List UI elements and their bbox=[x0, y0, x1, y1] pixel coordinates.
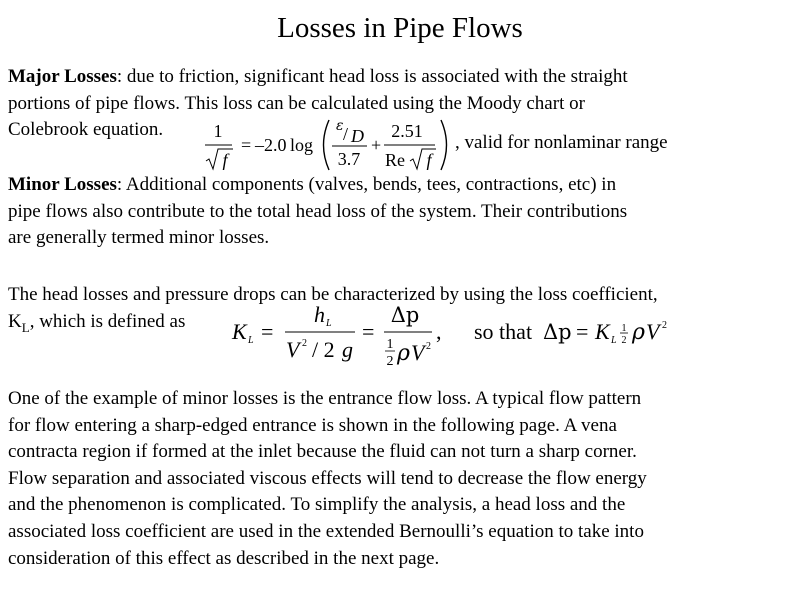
colebrook-equation bbox=[205, 117, 455, 173]
colebrook-plus: + bbox=[371, 135, 382, 155]
colebrook-divisor: 3.7 bbox=[337, 149, 361, 169]
kl-half-numerator: 1 bbox=[386, 337, 394, 352]
colebrook-epsilon: ε bbox=[336, 118, 344, 134]
minor-losses-line-3: are generally termed minor losses. bbox=[8, 227, 270, 249]
minor-losses-text-1: : Additional components (valves, bends, tees, contractions, etc) in bbox=[116, 174, 617, 195]
kl-g: g bbox=[342, 337, 353, 362]
colebrook-coefficient: –2.0 bbox=[255, 135, 287, 155]
entrance-loss-line-1: One of the example of minor losses is the entrance flow loss. A typical flow pattern bbox=[8, 388, 642, 409]
major-losses-line-1 bbox=[8, 64, 792, 91]
major-losses-line-2: portions of pipe flows. This loss can be calculated using the Moody chart or bbox=[8, 92, 585, 114]
slide-title: Losses in Pipe Flows bbox=[277, 12, 523, 44]
colebrook-right-paren bbox=[441, 120, 447, 170]
so-that-equation bbox=[470, 314, 690, 354]
major-losses-heading: Major Losses bbox=[8, 66, 117, 87]
colebrook-validity-note: , valid for nonlaminar range bbox=[455, 132, 668, 153]
so-that-half-denominator: 2 bbox=[621, 335, 627, 346]
entrance-loss-line-5: and the phenomenon is complicated. To simplify the analysis, a head loss and the bbox=[8, 494, 626, 516]
colebrook-equals: = bbox=[241, 135, 252, 155]
so-that-rho: ρ bbox=[632, 320, 645, 345]
minor-losses-heading: Minor Losses bbox=[8, 174, 117, 195]
minor-losses-line-1 bbox=[8, 172, 792, 199]
colebrook-slash: / bbox=[343, 124, 349, 144]
kl-half-denominator: 2 bbox=[386, 354, 394, 369]
entrance-loss-line-3: contracta region if formed at the inlet because the fluid can not turn a sharp corner. bbox=[8, 441, 637, 463]
entrance-loss-paragraph bbox=[8, 386, 792, 572]
colebrook-radical-2 bbox=[410, 149, 436, 169]
kl-over-2: / 2 bbox=[312, 337, 335, 362]
so-that-V: V bbox=[646, 319, 660, 344]
major-losses-line-3: Colebrook equation. bbox=[8, 119, 164, 141]
major-losses-text-1: : due to friction, significant head loss is associated with the straight bbox=[116, 66, 628, 87]
kl-K: K bbox=[232, 319, 247, 344]
loss-coefficient-definition-text: , which is defined as bbox=[29, 310, 186, 332]
colebrook-lhs-radical bbox=[206, 149, 233, 169]
so-that-K: K bbox=[595, 319, 610, 344]
kl-h-subscript: L bbox=[326, 318, 332, 329]
colebrook-lhs-numerator: 1 bbox=[213, 121, 223, 141]
kl-equals-2: = bbox=[362, 319, 375, 344]
loss-coefficient-subscript: L bbox=[21, 319, 30, 335]
colebrook-lhs-denominator: f bbox=[222, 150, 228, 170]
kl-V-1-exponent: 2 bbox=[302, 338, 307, 349]
colebrook-f2: f bbox=[426, 150, 432, 170]
loss-coefficient-line-1: The head losses and pressure drops can be characterized by using the loss coefficient, bbox=[8, 284, 658, 305]
kl-V-2-exponent: 2 bbox=[426, 341, 431, 352]
entrance-loss-line-4: Flow separation and associated viscous effects will tend to decrease the flow energy bbox=[8, 467, 647, 489]
entrance-loss-line-2: for flow entering a sharp-edged entrance is shown in the following page. A vena bbox=[8, 414, 617, 436]
so-that-half-numerator: 1 bbox=[621, 323, 627, 334]
so-that-V-exponent: 2 bbox=[662, 320, 667, 331]
loss-coefficient-symbol: K bbox=[8, 310, 22, 332]
kl-h: h bbox=[314, 302, 325, 327]
kl-K-subscript: L bbox=[248, 335, 254, 346]
colebrook-numerator-2: 2.51 bbox=[391, 121, 423, 141]
entrance-loss-line-7: consideration of this effect as described in the next page. bbox=[8, 547, 440, 569]
minor-losses-paragraph bbox=[8, 172, 792, 252]
loss-coefficient-equation bbox=[228, 301, 468, 371]
minor-losses-line-2: pipe flows also contribute to the total head loss of the system. Their contributions bbox=[8, 200, 628, 222]
kl-comma: , bbox=[436, 319, 442, 344]
colebrook-reynolds: Re bbox=[385, 150, 405, 170]
kl-V-2: V bbox=[411, 340, 425, 365]
colebrook-left-paren bbox=[324, 120, 330, 170]
kl-equals-1: = bbox=[261, 319, 274, 344]
kl-delta-p: Δp bbox=[390, 303, 420, 327]
so-that-equals: = bbox=[576, 319, 589, 344]
kl-rho: ρ bbox=[397, 341, 410, 366]
so-that-K-subscript: L bbox=[611, 335, 617, 346]
colebrook-log: log bbox=[290, 135, 314, 155]
so-that-delta-p: Δp bbox=[543, 320, 572, 344]
colebrook-D: D bbox=[351, 126, 364, 146]
so-that-text: so that bbox=[474, 319, 533, 344]
kl-V-1: V bbox=[286, 337, 300, 362]
entrance-loss-line-6: associated loss coefficient are used in the extended Bernoulli’s equation to take into bbox=[8, 520, 644, 542]
